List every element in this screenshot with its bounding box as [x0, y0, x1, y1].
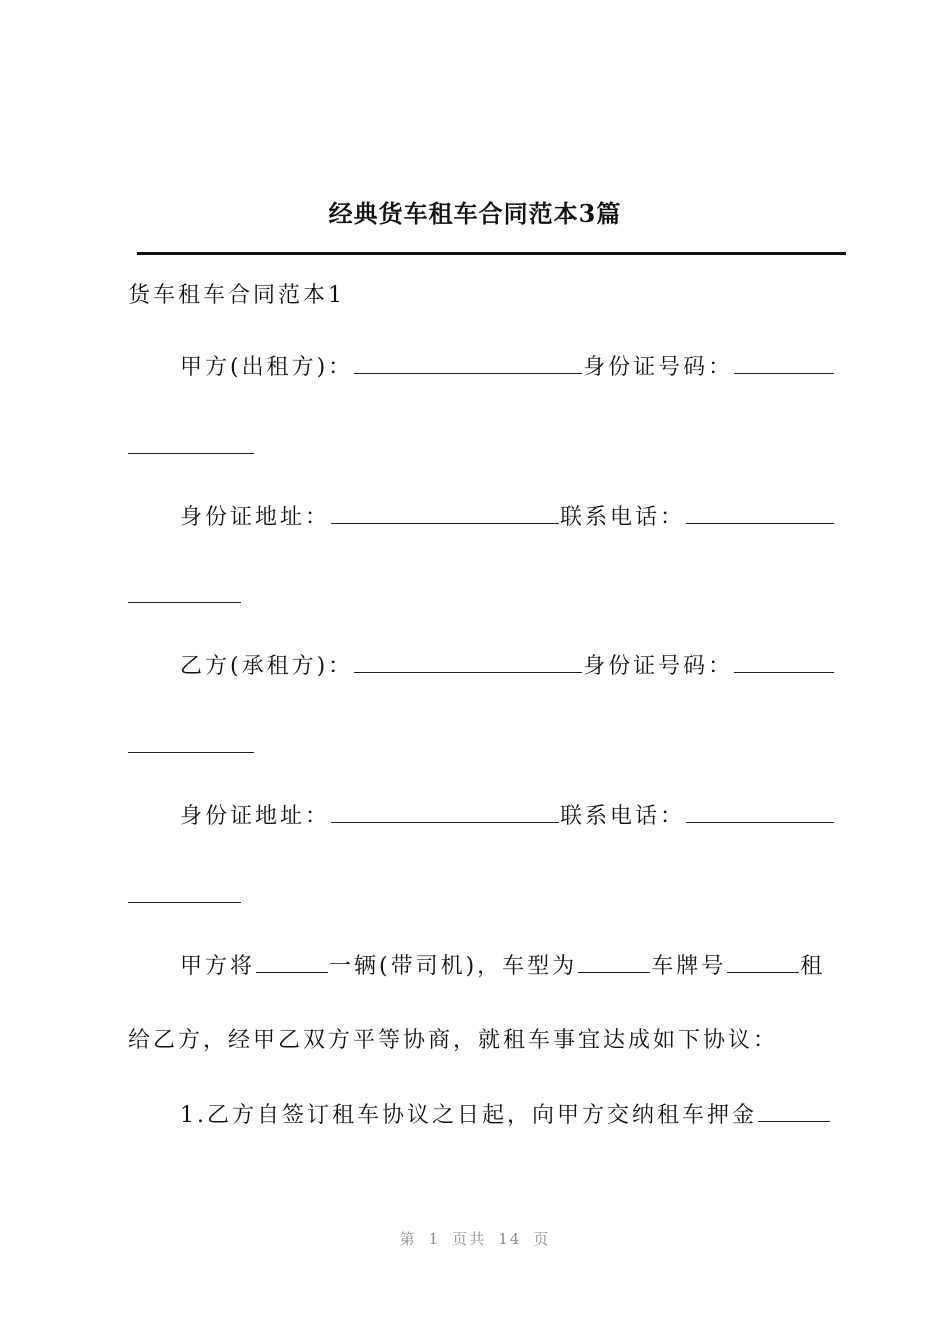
party-b-name-label: 乙方(承租方)：	[180, 654, 354, 679]
party-a-name-blank	[354, 353, 582, 374]
clause-1-text: 1.乙方自签订租车协议之日起，向甲方交纳租车押金	[180, 1103, 757, 1128]
vehicle-model-blank	[578, 952, 650, 973]
clause-intro-part4: 租	[800, 954, 826, 979]
party-a-phone-blank-continued	[128, 601, 241, 603]
party-b-address-line	[180, 801, 835, 833]
footer-page-prefix: 第	[399, 1230, 417, 1248]
party-a-phone-label: 联系电话：	[560, 505, 686, 530]
clause-intro-part3: 车牌号	[651, 954, 727, 979]
party-a-name-line	[180, 352, 835, 384]
party-b-id-blank-continued	[128, 751, 254, 753]
party-b-name-blank	[354, 652, 582, 673]
clause-intro-part2: 一辆(带司机)，车型为	[329, 954, 578, 979]
deposit-blank	[758, 1101, 830, 1122]
party-b-address-blank	[331, 802, 559, 823]
party-a-id-label: 身份证号码：	[583, 355, 734, 380]
party-a-name-label: 甲方(出租方)：	[180, 355, 354, 380]
clause-intro-line-2: 给乙方，经甲乙双方平等协商，就租车事宜达成如下协议：	[128, 1028, 779, 1053]
clause-intro-part1: 甲方将	[180, 954, 256, 979]
footer-page-total: 14	[498, 1230, 522, 1248]
party-b-phone-blank	[686, 802, 834, 823]
party-b-id-label: 身份证号码：	[583, 654, 734, 679]
vehicle-blank	[256, 952, 328, 973]
clause-intro-line-1	[180, 951, 825, 983]
party-b-id-blank	[734, 652, 834, 673]
party-b-phone-blank-continued	[128, 901, 241, 903]
clause-1-line	[180, 1100, 831, 1132]
party-a-address-label: 身份证地址：	[180, 505, 331, 530]
party-a-phone-blank	[686, 503, 834, 524]
party-b-name-line	[180, 651, 835, 683]
party-b-phone-label: 联系电话：	[560, 804, 686, 829]
footer-page-suffix: 页	[533, 1230, 551, 1248]
document-title: 经典货车租车合同范本3篇	[328, 199, 622, 228]
title-divider	[137, 252, 846, 255]
party-a-id-blank-continued	[128, 452, 254, 454]
party-a-id-blank	[734, 353, 834, 374]
plate-number-blank	[727, 952, 799, 973]
party-b-address-label: 身份证地址：	[180, 804, 331, 829]
party-a-address-blank	[331, 503, 559, 524]
page-footer	[0, 1228, 950, 1249]
footer-page-number: 1	[428, 1230, 441, 1248]
party-a-address-line	[180, 502, 835, 534]
footer-page-mid: 页共	[452, 1230, 487, 1248]
section-heading: 货车租车合同范本1	[128, 283, 345, 308]
